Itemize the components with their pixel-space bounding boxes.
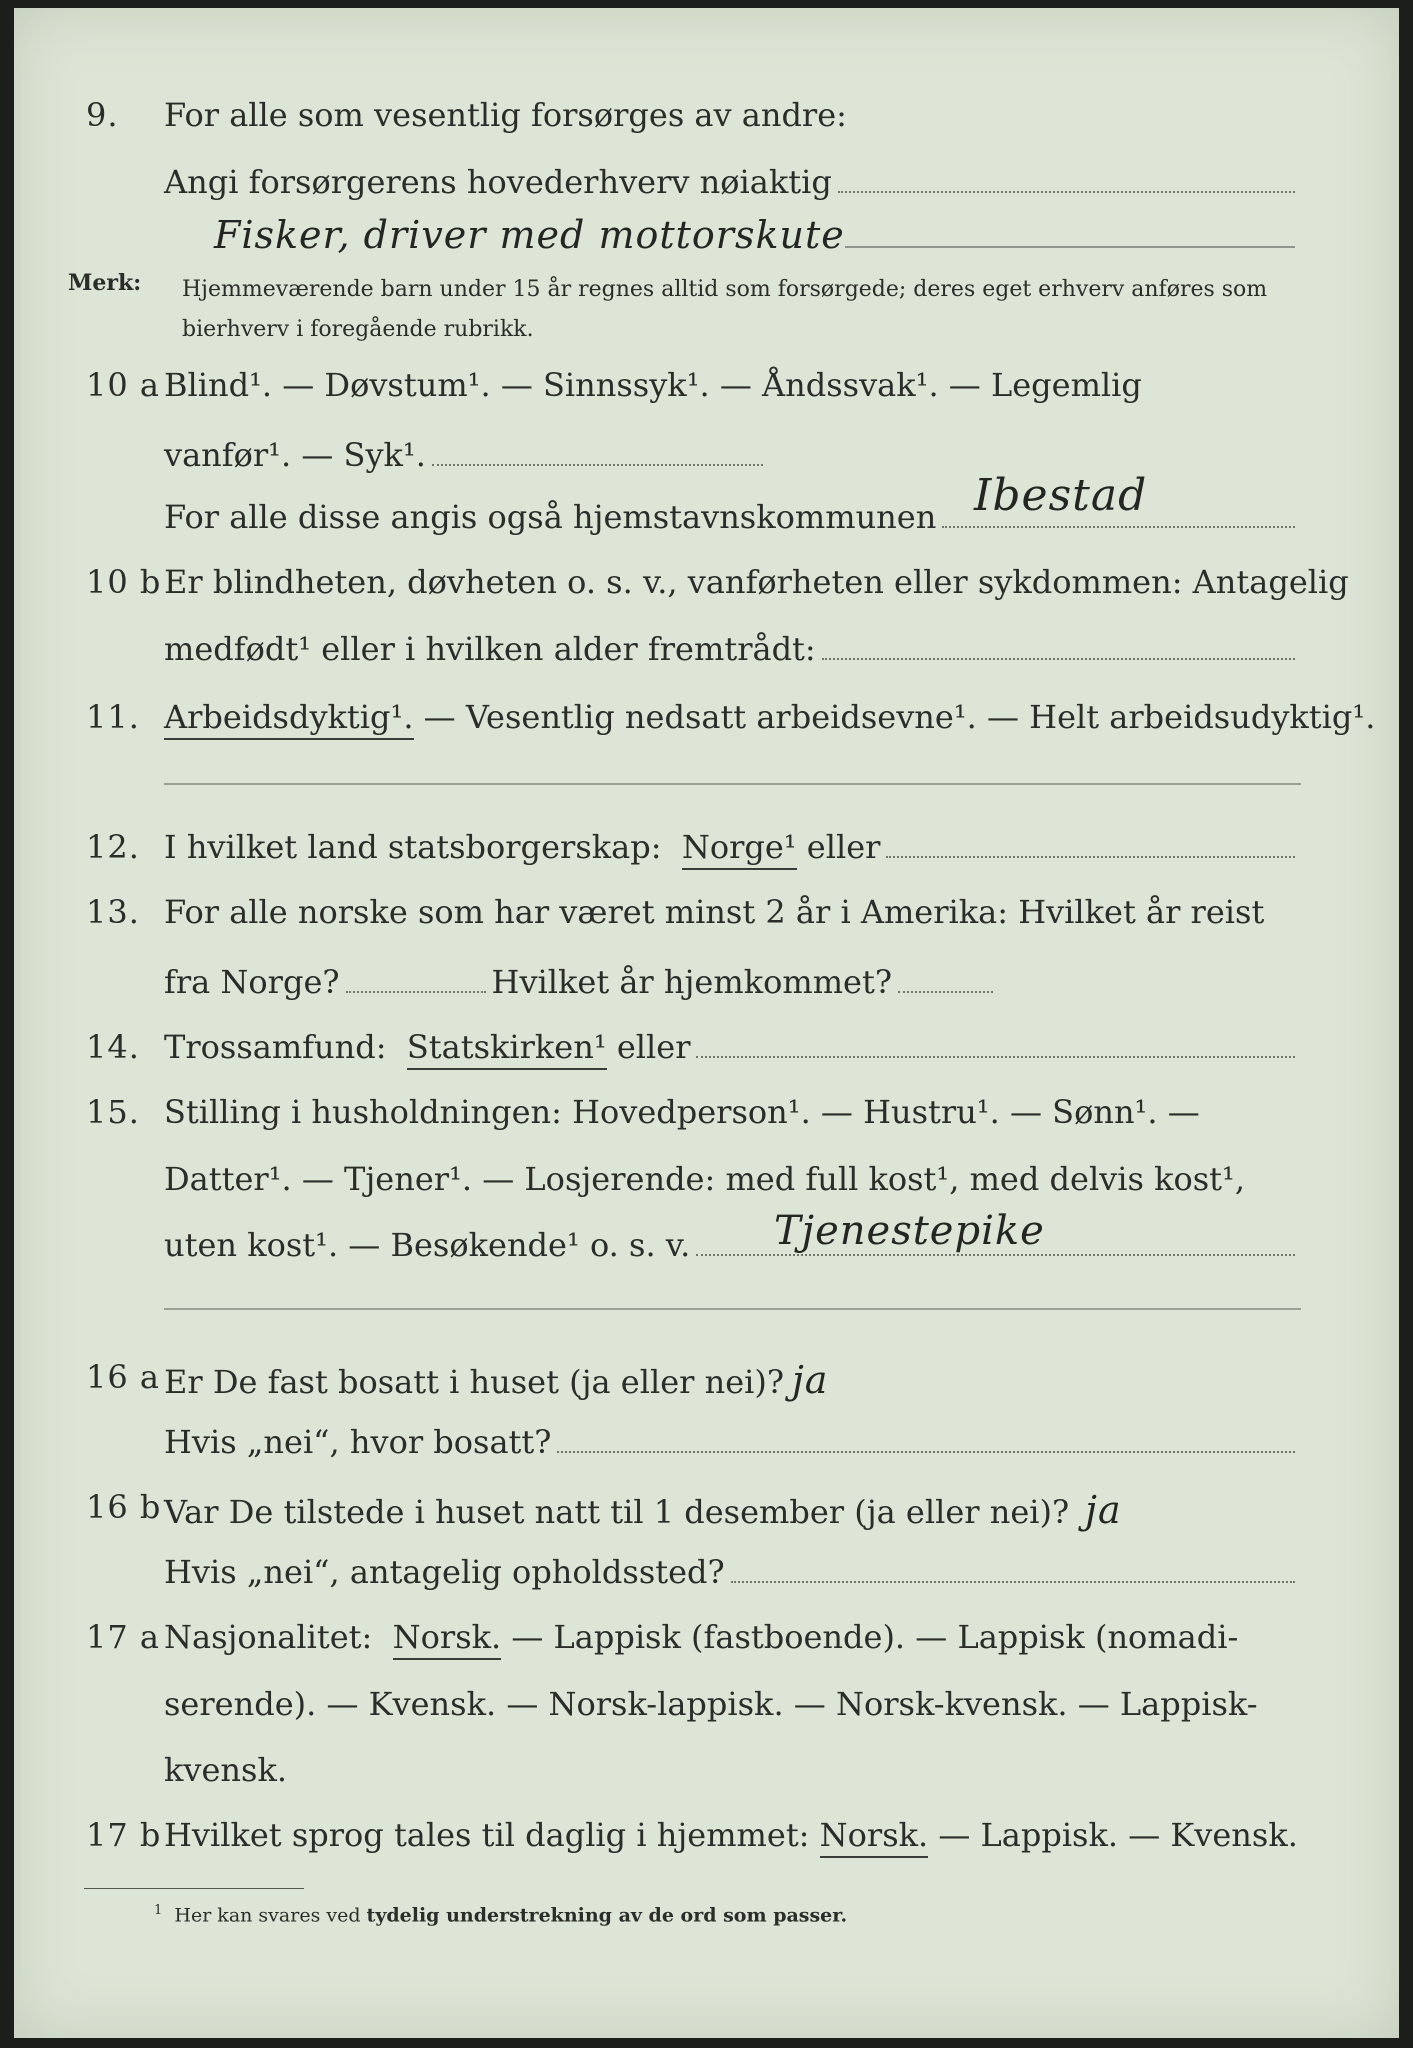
q10b-question-line2: medfødt¹ eller i hvilken alder fremtrådt:: [164, 630, 816, 668]
q17a-row-3: [14, 1751, 1399, 1811]
q15-row-3: [14, 1208, 1399, 1286]
q16a-row-2: [14, 1423, 1399, 1483]
q10a-question: Blind¹. — Døvstum¹. — Sinnssyk¹. — Åndssvak¹. — Legemlig: [164, 366, 1142, 404]
q9-question-line2: Angi forsørgerens hovederhverv nøiaktig: [164, 163, 832, 201]
q13-number: 13.: [86, 893, 140, 931]
q12-number: 12.: [86, 828, 140, 866]
q16b-row-2: [14, 1553, 1399, 1613]
q14-question: Trossamfund:: [164, 1028, 387, 1066]
q14-row: [14, 1028, 1399, 1088]
q10b-question: Er blindheten, døvheten o. s. v., vanførheten eller sykdommen: Antagelig: [164, 563, 1349, 601]
q17b-option-selected: Norsk.: [820, 1816, 929, 1858]
q9-fill-line: [838, 190, 1295, 193]
q14-or: eller: [616, 1028, 691, 1066]
q13-fill-line: [898, 990, 993, 993]
q16a-fill-line: [557, 1450, 1295, 1453]
q17a-question: Nasjonalitet:: [164, 1618, 373, 1656]
merk-note: [14, 270, 1399, 360]
q12-question: I hvilket land statsborgerskap:: [164, 828, 662, 866]
q15-question-line2: Datter¹. — Tjener¹. — Losjerende: med full kost¹, med delvis kost¹,: [164, 1160, 1246, 1198]
q15-handwritten-answer: Tjenestepike: [774, 1208, 1045, 1254]
q16b-question: Var De tilstede i huset natt til 1 desember (ja eller nei)?: [164, 1493, 1070, 1531]
q10b-fill-line: [822, 657, 1295, 660]
q10a-fill-line: [432, 463, 763, 466]
q11-answer-line: [164, 783, 1301, 785]
q16a-number: 16 a: [86, 1358, 160, 1396]
q14-number: 14.: [86, 1028, 140, 1066]
q10a-question-line2: vanfør¹. — Syk¹.: [164, 436, 426, 474]
footnote-rule: [84, 1888, 304, 1889]
q13-question: For alle norske som har været minst 2 år i Amerika: Hvilket år reist: [164, 893, 1265, 931]
q15-answer-line: [164, 1308, 1301, 1310]
q10a-number: 10 a: [86, 366, 160, 404]
q10a-handwritten-answer: Ibestad: [974, 470, 1148, 521]
q14-option-selected: Statskirken¹: [407, 1028, 607, 1070]
q14-fill-line: [696, 1055, 1295, 1058]
q9-row-1: [14, 96, 1399, 156]
q10b-row-2: [14, 630, 1399, 690]
q13-left-question: fra Norge?: [164, 963, 340, 1001]
q15-row-2: [14, 1160, 1399, 1220]
q9-answer-line: [845, 245, 1295, 248]
footnote-mark: 1: [154, 1903, 163, 1918]
q10b-row-1: [14, 563, 1399, 623]
q11-number: 11.: [86, 698, 140, 736]
q13-row-2: [14, 963, 1399, 1023]
merk-text: Hjemmeværende barn under 15 år regnes alltid som forsørgede; deres eget erhverv anføres som bierhverv i foregående rubrikk.: [182, 277, 1268, 342]
footnote-text: Her kan svares ved: [174, 1904, 361, 1927]
q9-handwritten-answer: Fisker, driver med mottorskute: [214, 213, 845, 257]
q16a-handwritten-answer: ja: [792, 1358, 829, 1402]
q16b-question-line2: Hvis „nei“, antagelig opholdssted?: [164, 1553, 725, 1591]
q12-row: [14, 828, 1399, 888]
q11-option-selected: Arbeidsdyktig¹.: [164, 698, 414, 740]
q10b-number: 10 b: [86, 563, 162, 601]
q16b-number: 16 b: [86, 1488, 162, 1526]
q9-number: 9.: [86, 96, 119, 134]
q12-option-selected: Norge¹: [682, 828, 797, 870]
q17a-option-selected: Norsk.: [393, 1618, 502, 1660]
q15-question-line3: uten kost¹. — Besøkende¹ o. s. v.: [164, 1226, 691, 1264]
q16a-row-1: [14, 1358, 1399, 1418]
q10a-row-2: [14, 436, 1399, 496]
q9-question: For alle som vesentlig forsørges av andre:: [164, 96, 847, 134]
q15-number: 15.: [86, 1093, 140, 1131]
q10a-row-1: [14, 366, 1399, 426]
q17b-options-rest: — Lappisk. — Kvensk.: [938, 1816, 1298, 1854]
q10a-question-line3: For alle disse angis også hjemstavnskommunen: [164, 498, 937, 536]
q17b-question: Hvilket sprog tales til daglig i hjemmet:: [164, 1816, 810, 1854]
merk-label: Merk:: [68, 270, 142, 296]
footnote-bold-text: tydelig understrekning av de ord som passer.: [366, 1904, 848, 1927]
q17b-number: 17 b: [86, 1816, 162, 1854]
q16b-fill-line: [731, 1580, 1295, 1583]
q17a-options-rest: — Lappisk (fastboende). — Lappisk (nomadi-: [511, 1618, 1239, 1656]
q15-row-1: [14, 1093, 1399, 1153]
q15-question: Stilling i husholdningen: Hovedperson¹. — Hustru¹. — Sønn¹. —: [164, 1093, 1200, 1131]
q17b-row: [14, 1816, 1399, 1876]
q17a-question-line3: kvensk.: [164, 1751, 287, 1789]
q12-fill-line: [886, 855, 1295, 858]
q12-or: eller: [806, 828, 881, 866]
q9-row-3: [14, 213, 1399, 273]
q16b-row-1: [14, 1488, 1399, 1548]
footnote: [154, 1903, 847, 1926]
q10a-row-3: [14, 470, 1399, 558]
q16b-handwritten-answer: ja: [1085, 1488, 1122, 1532]
q16a-question: Er De fast bosatt i huset (ja eller nei)?: [164, 1363, 785, 1401]
q11-options-rest: — Vesentlig nedsatt arbeidsevne¹. — Helt arbeidsudyktig¹.: [423, 698, 1376, 736]
q17a-question-line2: serende). — Kvensk. — Norsk-lappisk. — Norsk-kvensk. — Lappisk-: [164, 1685, 1258, 1723]
q16a-question-line2: Hvis „nei“, hvor bosatt?: [164, 1423, 552, 1461]
q17a-number: 17 a: [86, 1618, 160, 1656]
q17a-row-2: [14, 1685, 1399, 1745]
q13-row-1: [14, 893, 1399, 953]
q11-row: [14, 698, 1399, 758]
census-form-page: [14, 8, 1399, 2038]
q13-right-question: Hvilket år hjemkommet?: [491, 963, 892, 1001]
q17a-row-1: [14, 1618, 1399, 1678]
